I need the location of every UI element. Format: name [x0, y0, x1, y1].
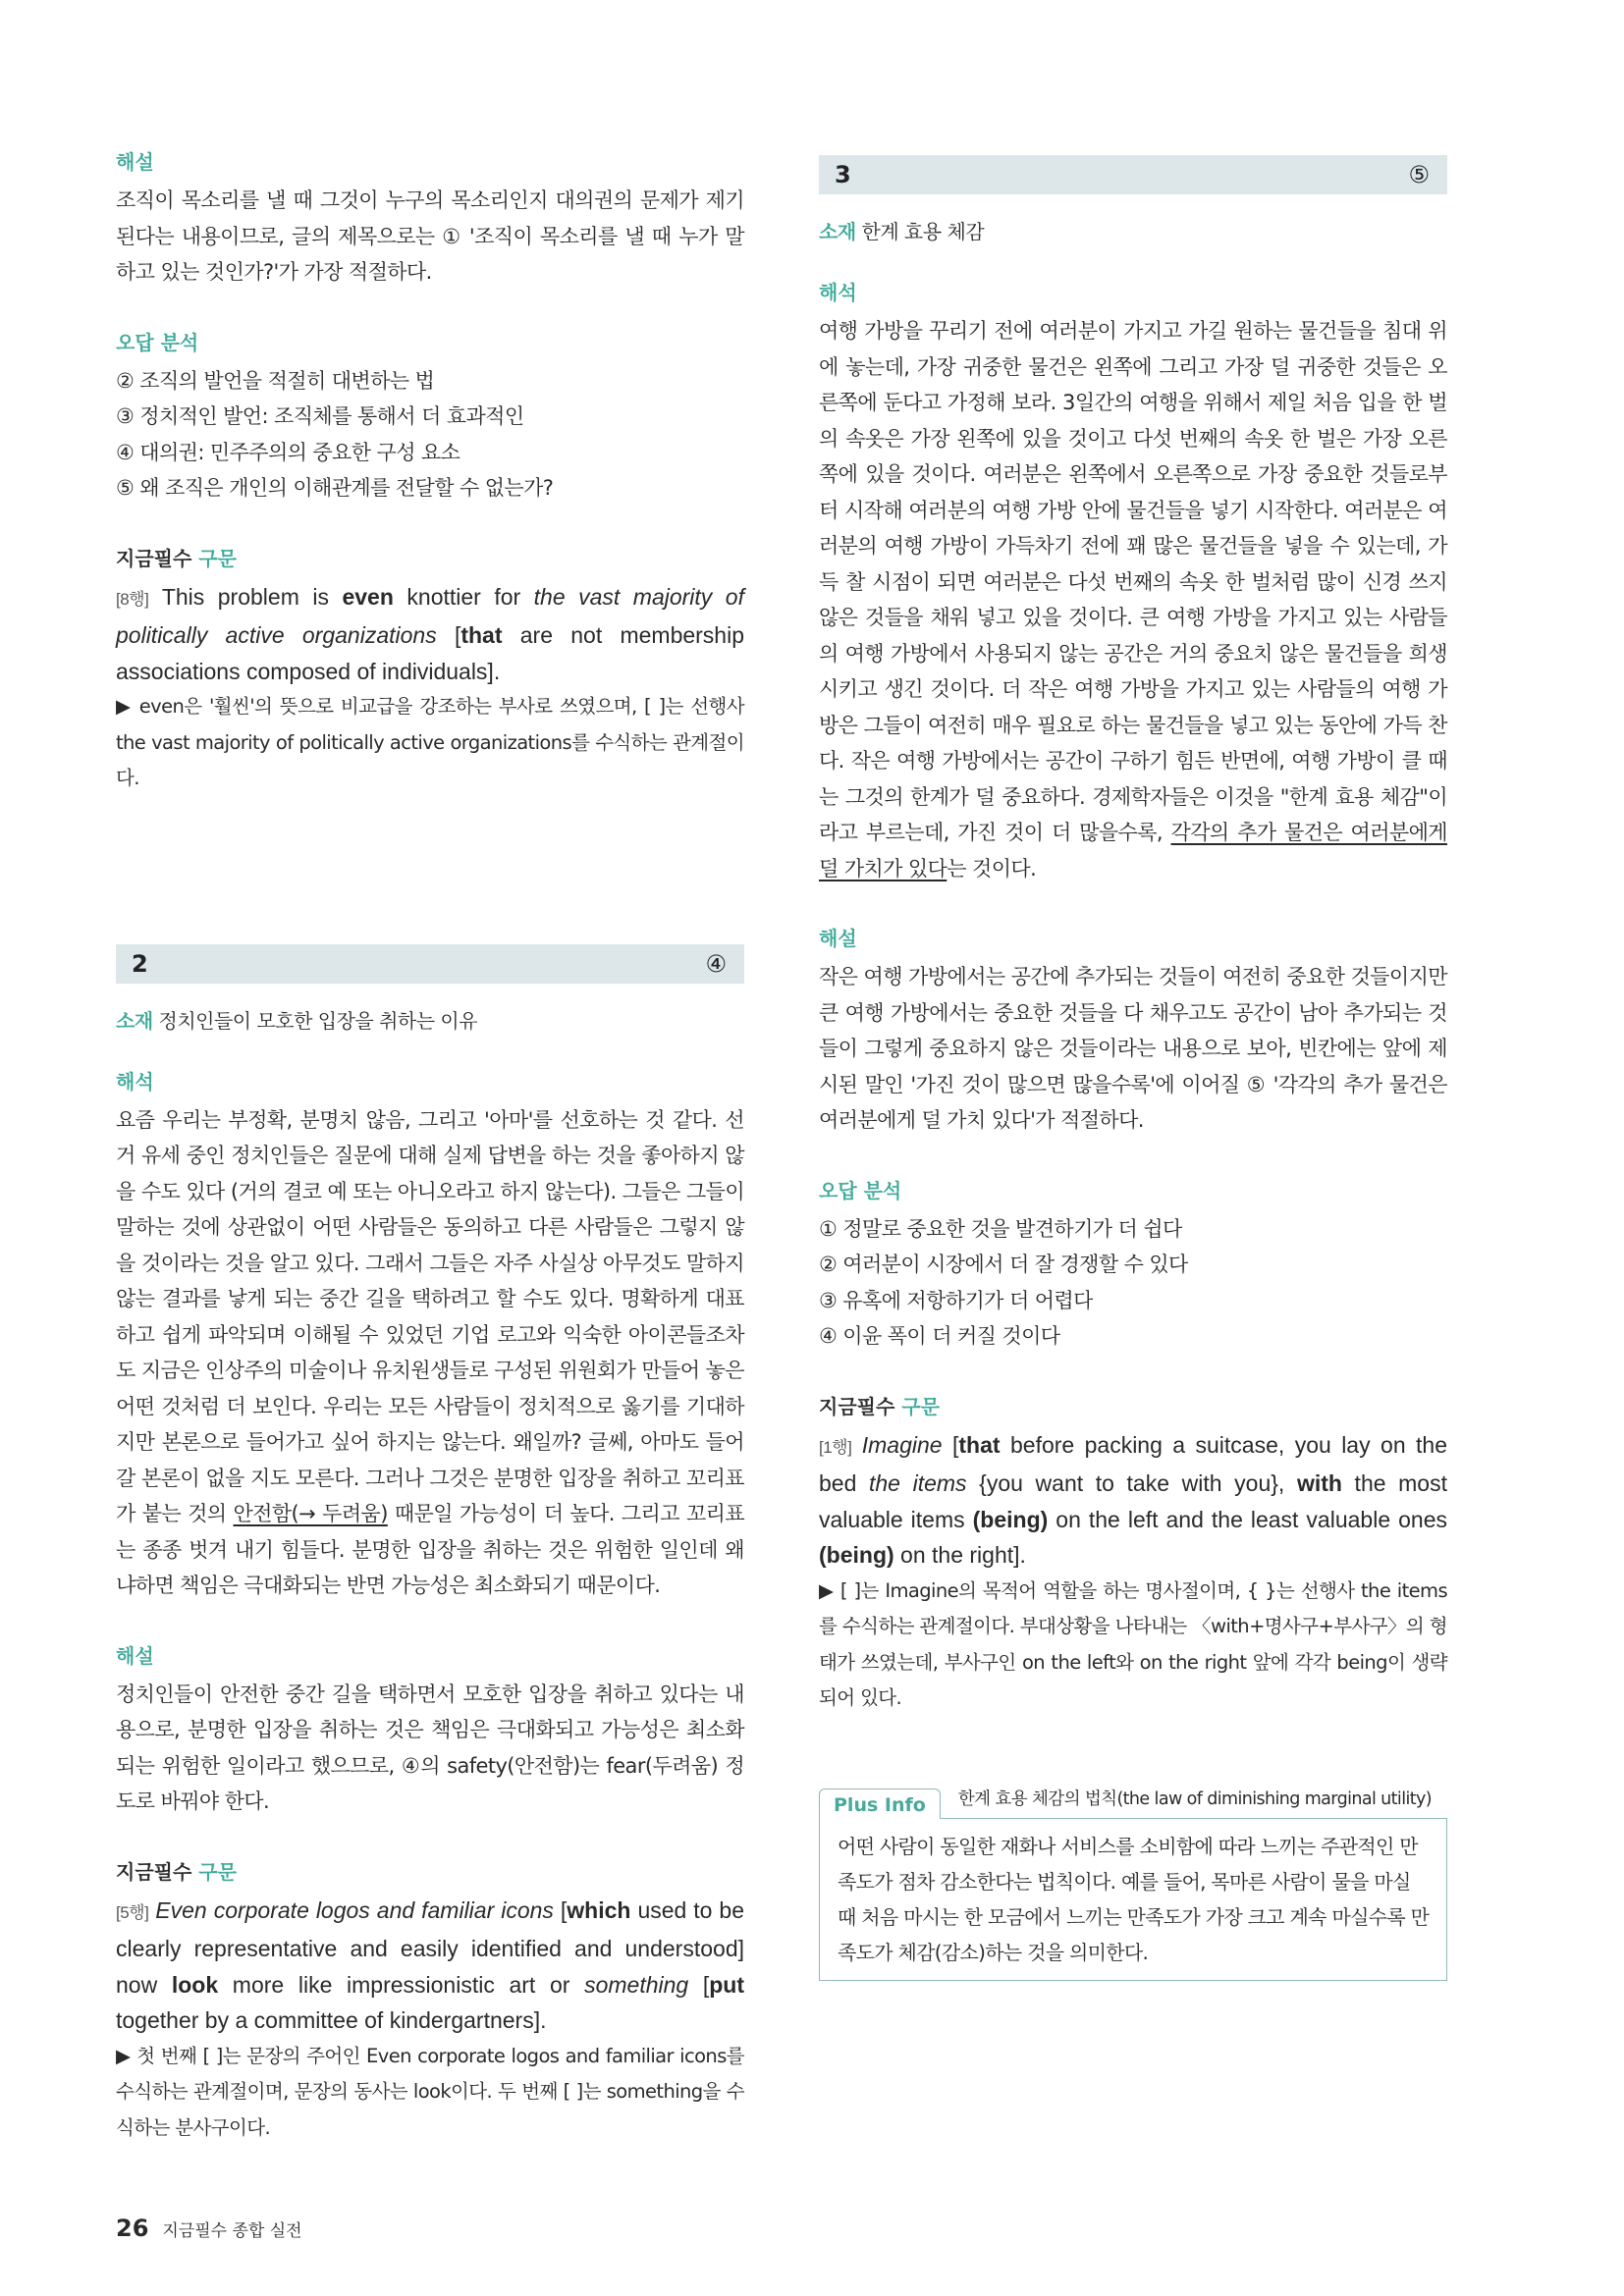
text-run: [ — [688, 1971, 710, 1998]
topic-label: 소재 — [819, 220, 856, 243]
text-run: 여행 가방을 꾸리기 전에 여러분이 가지고 가길 원하는 물건들을 침대 위에 놓는데, 가장 귀중한 물건은 왼쪽에 그리고 가장 덜 귀중한 것들은 오른쪽에 둔다고 가정해 보라. 3일간의 여행을 위해서 제일 처음 입을 한 벌의 속옷은 가장 왼쪽에 있을 것이고 다섯 번째의 속옷 한 벌은 가장 오른쪽에 있을 것이다. 여러분은 왼쪽에서 오른쪽으로 가장 중요한 것들로부터 시작해 여러분의 여행 가방 안에 물건들을 넣기 시작한다. 여러분은 여러분의 여행 가방이 가득차기 전에 꽤 많은 물건들을 넣을 수 있는데, 가득 찰 시점이 되면 여러분은 다섯 번째의 속옷 한 벌처럼 많이 신경 쓰지 않은 것들을 채워 넣고 있을 것이다. 큰 여행 가방을 가지고 있는 사람들의 여행 가방에서 사용되지 않는 공간은 거의 중요치 않은 물건들을 희생시키고 생긴 것이다. 더 작은 여행 가방을 가지고 있는 사람들의 여행 가방은 그들이 여전히 매우 필요로 하는 물건들을 넣고 있는 동안에 가득 찬다. 작은 여행 가방에서는 공간이 구하기 힘든 반면에, 여행 가방이 클 때는 그것의 한계가 덜 중요하다. 경제학자들은 이것을 "한계 효용 체감"이라고 부르는데, 가진 것이 더 많을수록, — [819, 319, 1447, 844]
heading-haeseol: 해설 — [116, 150, 154, 174]
explanation-text: 작은 여행 가방에서는 공간에 추가되는 것들이 여전히 중요한 것들이지만 큰 여행 가방에서는 중요한 것들을 다 채우고도 공간이 남아 추가되는 것들이 그렇게 중요하지 않은 것들이라는 내용으로 보아, 빈칸에는 앞에 제시된 말인 '가진 것이 많으면 많을수록'에 이어질 ⑤ '각각의 추가 물건은 여러분에게 덜 가치 있다'가 적절하다. — [819, 965, 1447, 1132]
syntax-note: ▶ 첫 번째 [ ]는 문장의 주어인 Even corporate logos and familiar icons를 수식하는 관계절이며, 문장의 동사는 look이다. 두 번째 [ ]는 something을 수식하는 분사구이다. — [116, 2044, 744, 2139]
answer-mark: ④ — [705, 949, 727, 978]
list-item: ⑤ 왜 조직은 개인의 이해관계를 전달할 수 없는가? — [116, 476, 554, 500]
heading-gumun — [116, 544, 744, 573]
text-run: on the right]. — [893, 1542, 1026, 1568]
list-item: ④ 이윤 폭이 더 커질 것이다 — [819, 1324, 1060, 1348]
syntax-sentence — [116, 579, 744, 690]
text-run: This problem is — [148, 583, 343, 610]
text-run: the items — [869, 1470, 967, 1496]
question-number-bar — [116, 944, 744, 984]
translation-text — [819, 313, 1447, 886]
text-run: that — [460, 622, 503, 648]
text-run: before packing a suitcase, you lay on the bed — [819, 1431, 1447, 1496]
text-run: on the left and the least valuable ones — [1048, 1506, 1447, 1532]
q3-explanation — [819, 924, 1447, 1139]
q1-syntax — [116, 544, 744, 797]
text-run: more like impressionistic art or — [218, 1971, 585, 1998]
syntax-sentence — [819, 1427, 1447, 1574]
text-run: put — [709, 1971, 745, 1998]
heading-odap: 오답 분석 — [819, 1178, 902, 1202]
plus-info-body — [819, 1818, 1447, 1981]
text-run: Even corporate logos and familiar icons — [148, 1896, 554, 1923]
list-item: ④ 대의권: 민주주의의 중요한 구성 요소 — [116, 440, 460, 464]
text-run: which — [567, 1896, 631, 1923]
heading-label: 구문 — [191, 1859, 237, 1884]
heading-label: 구문 — [191, 546, 237, 570]
heading-label: 구문 — [894, 1394, 940, 1418]
text-run: the most valuable items — [819, 1470, 1447, 1532]
q2-block — [116, 944, 744, 2147]
text-run: together by a committee of kindergartners]. — [116, 2007, 547, 2033]
text-run: with — [1296, 1470, 1342, 1496]
text-run: knottier for — [393, 583, 534, 610]
topic-line — [819, 216, 1447, 244]
explanation-text: 정치인들이 안전한 중간 길을 택하면서 모호한 입장을 취하고 있다는 내용으로, 분명한 입장을 취하는 것은 책임은 극대화되고 가능성은 최소화되는 위험한 일이라고 했으므로, ④의 safety(안전함)는 fear(두려움) 정도로 바꿔야 한다. — [116, 1682, 744, 1813]
topic-line — [116, 1005, 744, 1034]
q3-wrong-answers — [819, 1176, 1447, 1355]
heading-haeseol: 해설 — [819, 927, 857, 950]
plus-info-tab: Plus Info — [819, 1789, 941, 1819]
question-number: 3 — [835, 161, 851, 188]
line-ref: [8행] — [116, 589, 149, 609]
heading-haeseok: 해석 — [116, 1069, 154, 1094]
list-item: ③ 정치적인 발언: 조직체를 통해서 더 효과적인 — [116, 404, 524, 428]
wrong-answer-list — [116, 363, 744, 507]
text-run: [ — [553, 1896, 568, 1923]
plus-info-title: 한계 효용 체감의 법칙(the law of diminishing marginal utility) — [957, 1789, 1432, 1809]
text-run: [ — [436, 622, 461, 648]
syntax-note: ▶ [ ]는 Imagine의 목적어 역할을 하는 명사절이며, { }는 선행사 the items를 수식하는 관계절이다. 부대상황을 나타내는 〈with+명사구+부사구〉의 형태가 쓰였는데, 부사구인 on the left와 on the right 앞에 각각 being이 생략되어 있다. — [819, 1578, 1447, 1709]
underlined-text: 각각의 추가 물건은 여러분에게 덜 가치가 있다 — [819, 821, 1447, 881]
heading-prefix: 지금필수 — [819, 1394, 895, 1418]
plus-info-box — [819, 1786, 1447, 1981]
text-run: (being) — [972, 1506, 1049, 1532]
line-ref: [1행] — [819, 1437, 852, 1457]
q3-syntax — [819, 1392, 1447, 1717]
topic-text: 한계 효용 체감 — [855, 220, 985, 243]
list-item: ② 여러분이 시장에서 더 잘 경쟁할 수 있다 — [819, 1253, 1188, 1276]
text-run: used to be clearly representative and easily identified and understood] now — [116, 1896, 745, 1998]
text-run: 는 것이다. — [947, 856, 1037, 881]
heading-prefix: 지금필수 — [116, 546, 192, 570]
text-run: even — [342, 583, 394, 610]
answer-mark: ⑤ — [1408, 161, 1430, 188]
plus-info-text: 어떤 사람이 동일한 재화나 서비스를 소비함에 따라 느끼는 주관적인 만족도가 점차 감소한다는 법칙이다. 예를 들어, 목마른 사람이 물을 마실 때 처음 마시는 한 모금에서 느끼는 만족도가 가장 크고 계속 마실수록 만족도가 체감(감소)하는 것을 의미한다. — [838, 1834, 1430, 1964]
topic-text: 정치인들이 모호한 입장을 취하는 이유 — [152, 1008, 478, 1033]
topic-label: 소재 — [116, 1008, 153, 1033]
left-column — [116, 147, 744, 2183]
book-title: 지금필수 종합 실전 — [162, 2221, 302, 2241]
translation-text — [116, 1102, 744, 1604]
text-run: {you want to take with you}, — [966, 1470, 1297, 1496]
wrong-answer-list — [819, 1211, 1447, 1355]
q2-explanation — [116, 1641, 744, 1820]
text-run: 요즘 우리는 부정확, 분명치 않음, 그리고 '아마'를 선호하는 것 같다. 선거 유세 중인 정치인들은 질문에 대해 실제 답변을 하는 것을 좋아하지 않을 수도 있다 (거의 결코 예 또는 아니오라고 하지 않는다). 그들은 그들이 말하는 것에 상관없이 어떤 사람들은 동의하고 다른 사람들은 그렇지 않을 것이라는 것을 알고 있다. 그래서 그들은 자주 사실상 아무것도 말하지 않는 결과를 낳게 되는 중간 길을 택하려고 할 수도 있다. 명확하게 대표하고 쉽게 파악되며 이해될 수 있었던 기업 로고와 익숙한 아이콘들조차도 지금은 인상주의 미술이나 유치원생들로 구성된 위원회가 만들어 놓은 어떤 것처럼 더 보인다. 우리는 모든 사람들이 정치적으로 옳기를 기대하지만 본론으로 들어가고 싶어 하지는 않는다. 왜일까? 글쎄, 아마도 들어갈 본론이 없을 지도 모른다. 그러나 그것은 분명한 입장을 취하고 꼬리표가 붙는 것의 — [116, 1107, 744, 1525]
syntax-note: ▶ even은 '훨씬'의 뜻으로 비교급을 강조하는 부사로 쓰였으며, [ ]는 선행사 the vast majority of politically active organizations를 수식하는 관계절이다. — [116, 695, 744, 789]
page-footer — [116, 2215, 302, 2242]
list-item: ① 정말로 중요한 것을 발견하기가 더 쉽다 — [819, 1216, 1182, 1241]
text-run: [ — [942, 1431, 959, 1458]
heading-prefix: 지금필수 — [116, 1859, 192, 1884]
text-run: that — [958, 1431, 1001, 1458]
plus-info-header — [819, 1786, 1447, 1818]
text-run: the vast majority of politically active organizations — [116, 583, 744, 648]
heading-haeseol: 해설 — [116, 1643, 154, 1668]
text-run: (being) — [819, 1542, 894, 1568]
q3-translation — [819, 278, 1447, 886]
question-number: 2 — [132, 949, 148, 978]
text-run: look — [171, 1971, 219, 1998]
text-run: are not membership associations composed of individuals]. — [116, 622, 745, 684]
q2-translation — [116, 1067, 744, 1604]
heading-gumun — [819, 1392, 1447, 1421]
q2-syntax — [116, 1857, 744, 2147]
question-number-bar — [819, 155, 1447, 194]
text-run: something — [584, 1971, 689, 1998]
underlined-text: 안전함(→ 두려움) — [233, 1502, 388, 1525]
explanation-text: 조직이 목소리를 낼 때 그것이 누구의 목소리인지 대의권의 문제가 제기된다는 내용이므로, 글의 제목으로는 ① '조직이 목소리를 낼 때 누가 말하고 있는 것인가?'가 가장 적절하다. — [116, 188, 744, 284]
q1-explanation — [116, 147, 744, 291]
text-run: 때문일 가능성이 더 높다. 그리고 꼬리표는 종종 벗겨 내기 힘들다. 분명한 입장을 취하는 것은 위험한 일인데 왜냐하면 책임은 극대화되는 반면 가능성은 최소화되기 때문이다. — [116, 1502, 745, 1597]
heading-gumun — [116, 1857, 744, 1887]
list-item: ③ 유혹에 저항하기가 더 어렵다 — [819, 1288, 1093, 1312]
line-ref: [5행] — [116, 1902, 149, 1922]
heading-odap: 오답 분석 — [116, 330, 199, 354]
heading-haeseok: 해석 — [819, 281, 857, 304]
list-item: ② 조직의 발언을 적절히 대변하는 법 — [116, 368, 435, 393]
right-column — [819, 155, 1447, 1981]
q1-wrong-answers — [116, 328, 744, 507]
text-run: Imagine — [851, 1431, 943, 1458]
syntax-sentence — [116, 1893, 744, 2039]
page-number: 26 — [116, 2215, 149, 2242]
